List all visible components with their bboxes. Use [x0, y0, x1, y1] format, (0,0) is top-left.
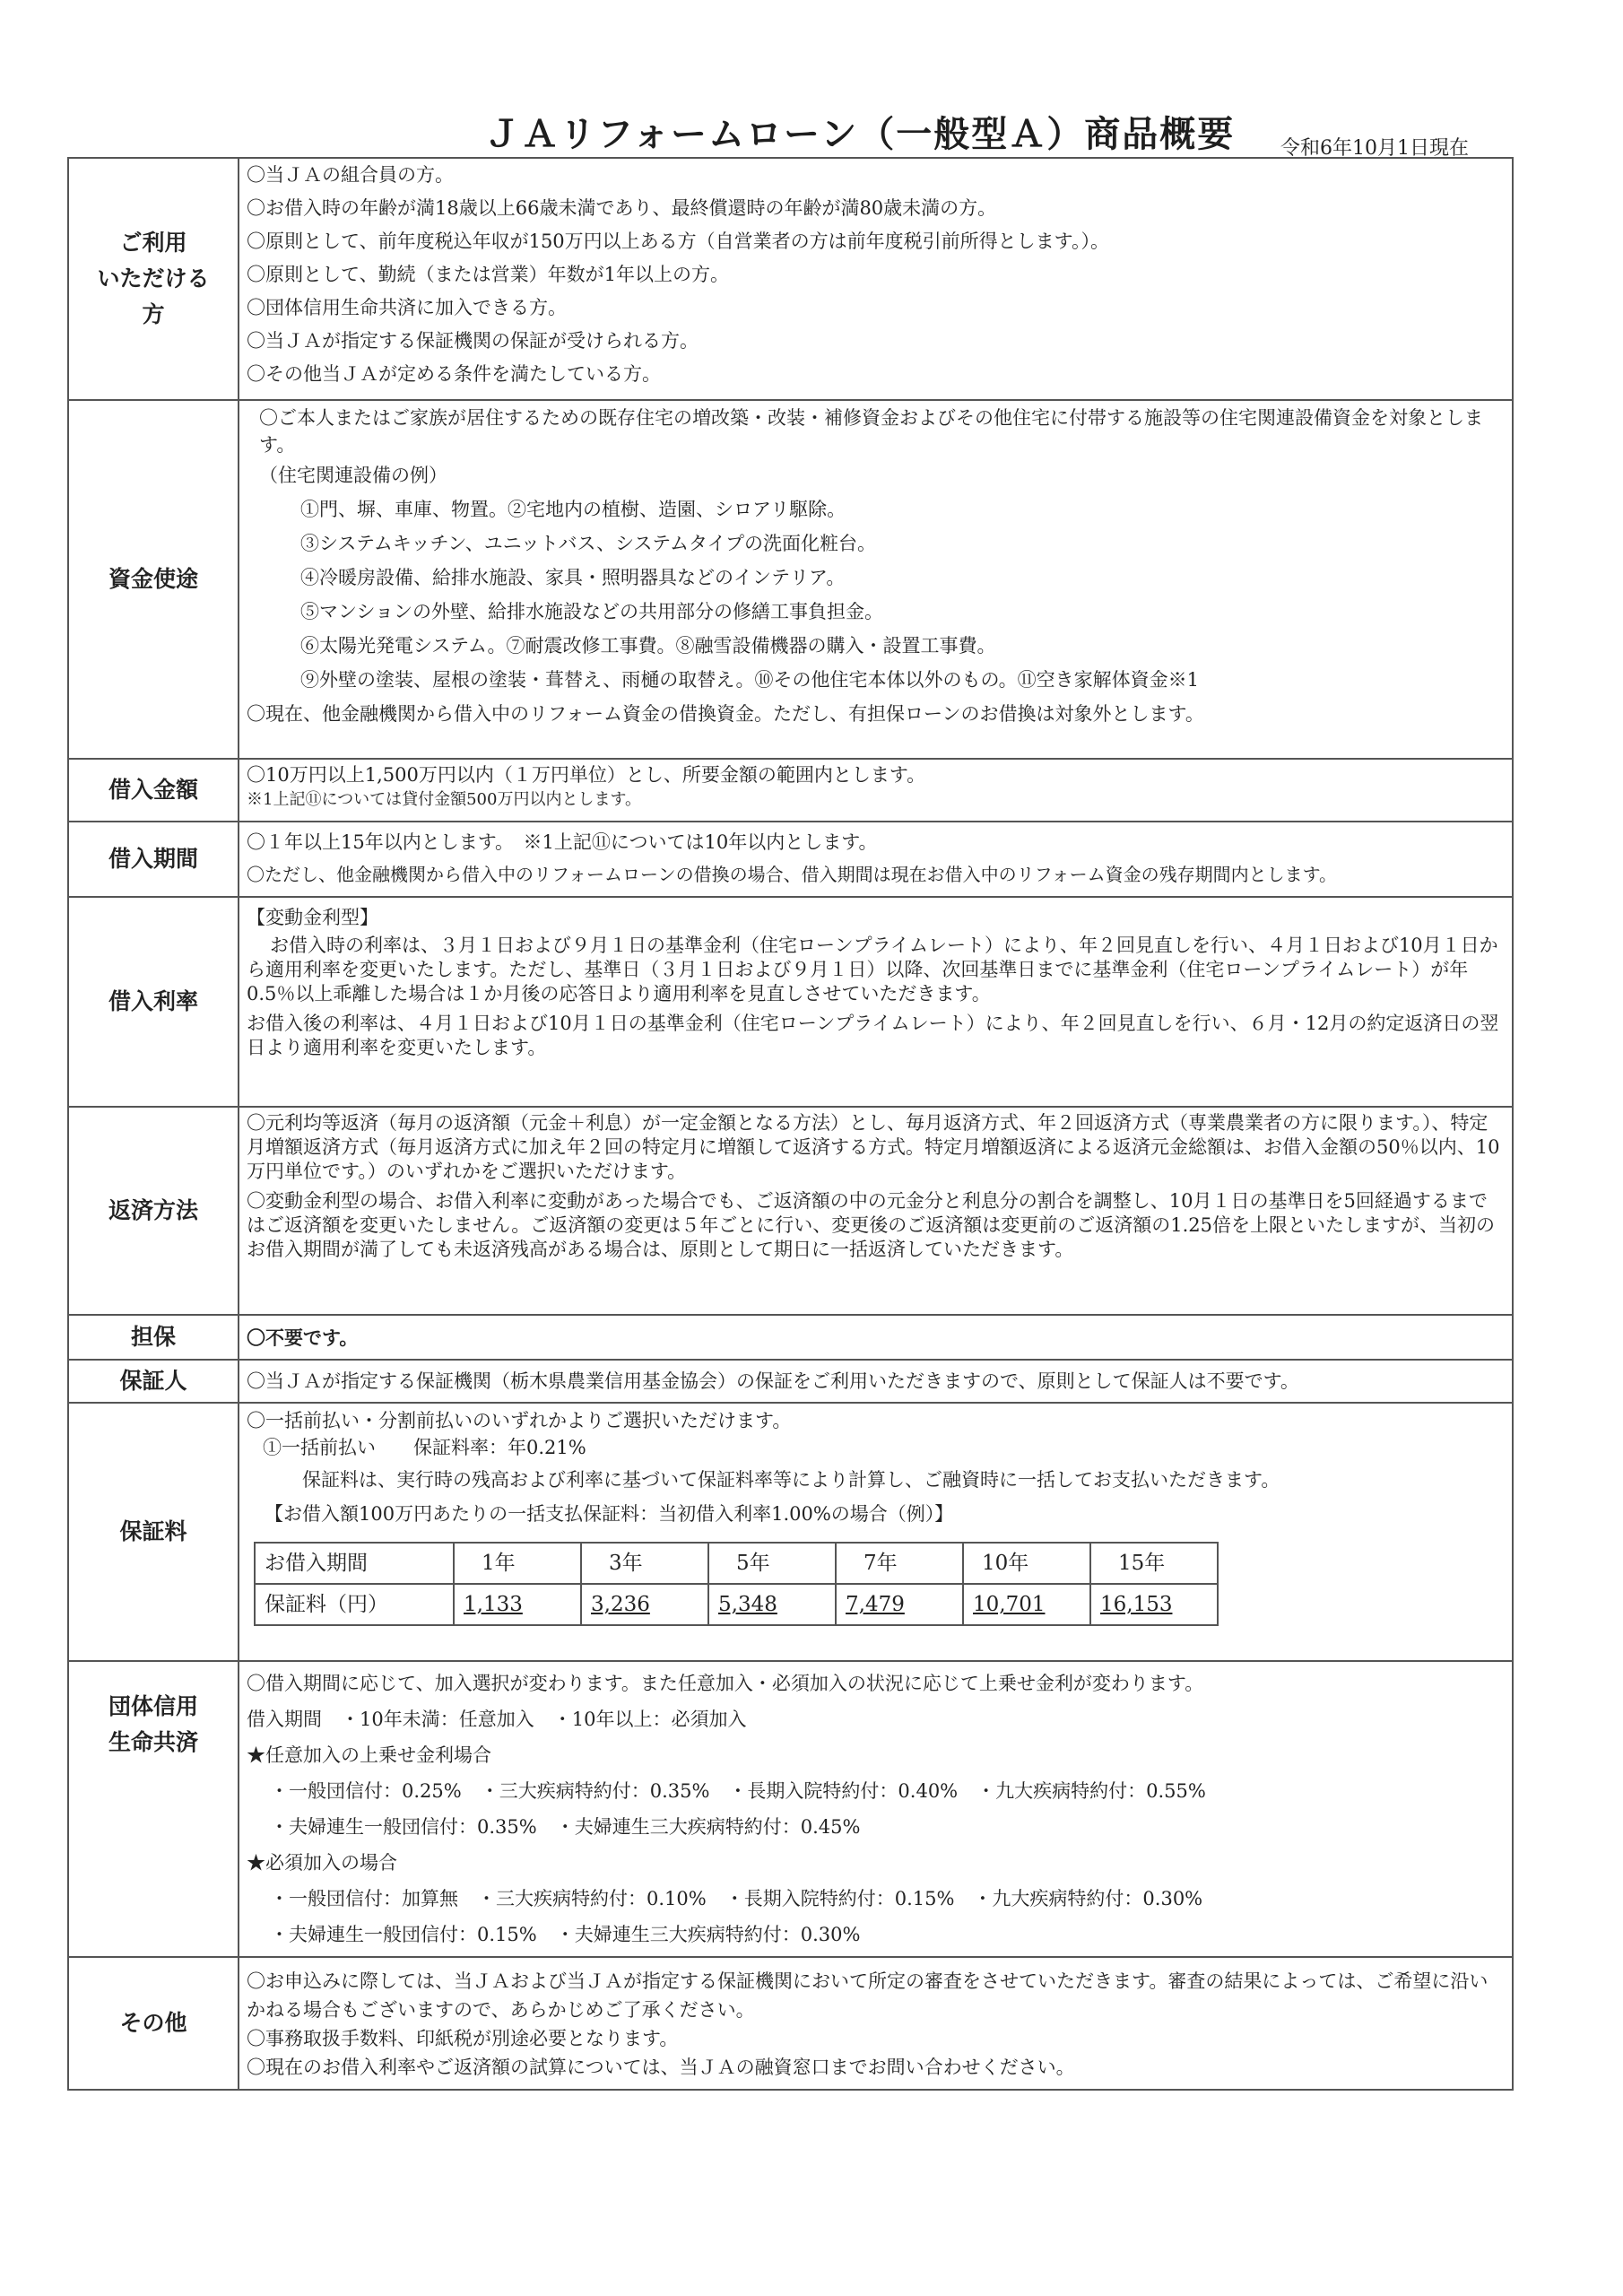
label-use-of-funds: 資金使途 — [68, 400, 239, 759]
fee-table-period-row — [255, 1543, 1218, 1584]
fee-table-period: 1年 — [454, 1543, 581, 1584]
fee-table-fee-header: 保証料（円） — [255, 1584, 454, 1625]
group-insurance-required-rates: ・一般団信付：加算無 ・三大疾病特約付：0.10% ・長期入院特約付：0.15% ・九大疾病特約付：0.30% — [270, 1888, 1203, 1909]
row-group-insurance — [68, 1661, 1513, 1957]
row-repayment — [68, 1107, 1513, 1315]
row-use-of-funds — [68, 400, 1513, 759]
repayment-method: 〇元利均等返済（毎月の返済額（元金＋利息）が一定金額となる方法）とし、毎月返済方式、年２回返済方式（専業農業者の方に限ります。）、特定月増額返済方式（毎月返済方式に加え年２回の特定月に増額して返済する方式。特定月増額返済による返済元金総額は、お借入金額の50％以内、10万円単位です。）のいずれかをご選択いただけます。 — [247, 1112, 1500, 1182]
content-guarantor: 〇当ＪＡが指定する保証機関（栃木県農業信用基金協会）の保証をご利用いただきますので、原則として保証人は不要です。 — [239, 1360, 1513, 1403]
use-of-funds-example: ①門、塀、車庫、物置。②宅地内の植樹、造園、シロアリ駆除。 — [300, 499, 846, 520]
label-eligibility-line-1: ご利用 — [119, 230, 187, 256]
eligibility-line: 〇当ＪＡが指定する保証機関の保証が受けられる方。 — [247, 330, 699, 352]
label-group-insurance — [68, 1661, 239, 1957]
group-insurance-overview: 〇借入期間に応じて、加入選択が変わります。また任意加入・必須加入の状況に応じて上乗せ金利が変わります。 — [247, 1673, 1204, 1694]
label-guarantor: 保証人 — [68, 1360, 239, 1403]
row-collateral — [68, 1315, 1513, 1360]
eligibility-line: 〇原則として、前年度税込年収が150万円以上ある方（自営業者の方は前年度税引前所得とします。）。 — [247, 230, 1109, 252]
row-interest-rate — [68, 897, 1513, 1107]
eligibility-line: 〇お借入時の年齢が満18歳以上66歳未満であり、最終償還時の年齢が満80歳未満の方。 — [247, 197, 997, 219]
row-loan-period — [68, 822, 1513, 897]
content-loan-period — [239, 822, 1513, 897]
eligibility-line: 〇団体信用生命共済に加入できる方。 — [247, 297, 567, 318]
label-guarantee-fee: 保証料 — [68, 1403, 239, 1661]
label-eligibility-line-3: 方 — [142, 301, 165, 327]
repayment-variable-rate: 〇変動金利型の場合、お借入利率に変動があった場合でも、ご返済額の中の元金分と利息分の割合を調整し、10月１日の基準日を5回経過するまではご返済額を変更いたしません。ご返済額の変更は５年ごとに行い、変更後のご返済額は変更前のご返済額の1.25倍を上限といたしますが、当初のお借入期間が満了しても未返済残高がある場合は、原則として期日に一括返済していただきます。 — [247, 1190, 1496, 1260]
row-other — [68, 1957, 1513, 2090]
interest-rate-initial: お借入時の利率は、３月１日および９月１日の基準金利（住宅ローンプライムレート）により、年２回見直しを行い、４月１日および10月１日から適用利率を変更いたします。ただし、基準日（３月１日および９月１日）以降、次回基準日までに基準金利（住宅ローンプライムレート）が年0.5％以上乖離した場合は１か月後の応答日より適用利率を見直しさせていただきます。 — [247, 935, 1498, 1004]
fee-table-fee — [963, 1584, 1090, 1625]
fee-value: 10,701 — [973, 1593, 1046, 1616]
content-loan-amount — [239, 759, 1513, 822]
fee-table-period: 15年 — [1090, 1543, 1218, 1584]
use-of-funds-examples-heading: （住宅関連設備の例） — [259, 465, 447, 486]
label-loan-amount: 借入金額 — [68, 759, 239, 822]
fee-table-fee — [454, 1584, 581, 1625]
guarantee-fee-table — [254, 1542, 1219, 1626]
group-insurance-required-heading: ★必須加入の場合 — [247, 1852, 397, 1874]
fee-table-period: 3年 — [581, 1543, 708, 1584]
row-guarantor — [68, 1360, 1513, 1403]
fee-value: 5,348 — [718, 1593, 777, 1616]
fee-table-fee — [836, 1584, 963, 1625]
loan-amount-text: 〇10万円以上1,500万円以内（１万円単位）とし、所要金額の範囲内とします。 — [247, 764, 926, 786]
eligibility-line: 〇当ＪＡの組合員の方。 — [247, 164, 454, 186]
row-eligibility — [68, 158, 1513, 400]
guarantee-fee-lump-sum-rate: ①一括前払い 保証料率：年0.21% — [263, 1437, 586, 1458]
content-eligibility — [239, 158, 1513, 400]
content-repayment — [239, 1107, 1513, 1315]
content-group-insurance — [239, 1661, 1513, 1957]
fee-table-period: 7年 — [836, 1543, 963, 1584]
guarantee-fee-example-heading: 【お借入額100万円あたりの一括支払保証料：当初借入利率1.00%の場合（例）】 — [265, 1503, 954, 1525]
label-group-insurance-line-2: 生命共済 — [108, 1729, 198, 1755]
use-of-funds-intro: 〇ご本人またはご家族が居住するための既存住宅の増改築・改装・補修資金およびその他住宅に付帯する施設等の住宅関連設備資金を対象とします。 — [259, 407, 1483, 456]
interest-rate-type: 【変動金利型】 — [247, 907, 378, 928]
loan-period-text: 〇１年以上15年以内とします。 ※1上記⑪については10年以内とします。 — [247, 831, 878, 853]
guarantee-fee-options: 〇一括前払い・分割前払いのいずれかよりご選択いただけます。 — [247, 1410, 792, 1431]
label-eligibility-line-2: いただける — [97, 265, 210, 291]
interest-rate-after: お借入後の利率は、４月１日および10月１日の基準金利（住宅ローンプライムレート）により、年２回見直しを行い、６月・12月の約定返済日の翌日より適用利率を変更いたします。 — [247, 1013, 1499, 1058]
label-interest-rate: 借入利率 — [68, 897, 239, 1107]
label-group-insurance-line-1: 団体信用 — [108, 1693, 198, 1719]
fee-table-period: 5年 — [708, 1543, 836, 1584]
fee-table-fee-row — [255, 1584, 1218, 1625]
group-insurance-optional-rates: ・夫婦連生一般団信付：0.35% ・夫婦連生三大疾病特約付：0.45% — [270, 1816, 861, 1838]
guarantee-fee-calculation: 保証料は、実行時の残高および利率に基づいて保証料率等により計算し、ご融資時に一括してお支払いただきます。 — [302, 1469, 1280, 1491]
group-insurance-optional-heading: ★任意加入の上乗せ金利場合 — [247, 1744, 491, 1766]
content-interest-rate — [239, 897, 1513, 1107]
document-title: ＪＡリフォームローン（一般型Ａ）商品概要 — [484, 113, 1236, 155]
label-repayment: 返済方法 — [68, 1107, 239, 1315]
label-other: その他 — [68, 1957, 239, 2090]
other-inquiries: 〇現在のお借入利率やご返済額の試算については、当ＪＡの融資窓口までお問い合わせください。 — [247, 2057, 1075, 2078]
content-collateral: 〇不要です。 — [239, 1315, 1513, 1360]
use-of-funds-refinance: 〇現在、他金融機関から借入中のリフォーム資金の借換資金。ただし、有担保ローンのお借換は対象外とします。 — [247, 703, 1204, 725]
group-insurance-optional-rates: ・一般団信付：0.25% ・三大疾病特約付：0.35% ・長期入院特約付：0.40% ・九大疾病特約付：0.55% — [270, 1780, 1206, 1802]
row-loan-amount — [68, 759, 1513, 822]
content-other — [239, 1957, 1513, 2090]
label-collateral: 担保 — [68, 1315, 239, 1360]
other-fees: 〇事務取扱手数料、印紙税が別途必要となります。 — [247, 2028, 679, 2049]
fee-value: 7,479 — [846, 1593, 905, 1616]
other-screening: 〇お申込みに際しては、当ＪＡおよび当ＪＡが指定する保証機関において所定の審査をさせていただきます。審査の結果によっては、ご希望に沿いかねる場合もございますので、あらかじめご了承ください。 — [247, 1970, 1488, 2021]
fee-value: 1,133 — [464, 1593, 523, 1616]
fee-value: 16,153 — [1100, 1593, 1173, 1616]
group-insurance-required-rates: ・夫婦連生一般団信付：0.15% ・夫婦連生三大疾病特約付：0.30% — [270, 1924, 861, 1945]
use-of-funds-example: ⑥太陽光発電システム。⑦耐震改修工事費。⑧融雪設備機器の購入・設置工事費。 — [300, 635, 996, 657]
fee-table-period-header: お借入期間 — [255, 1543, 454, 1584]
eligibility-line: 〇原則として、勤続（または営業）年数が1年以上の方。 — [247, 264, 729, 285]
label-loan-period: 借入期間 — [68, 822, 239, 897]
as-of-date: 令和6年10月1日現在 — [1280, 137, 1469, 160]
group-insurance-period-rule: 借入期間 ・10年未満：任意加入 ・10年以上：必須加入 — [247, 1709, 747, 1730]
product-overview-table — [67, 157, 1514, 2091]
fee-value: 3,236 — [591, 1593, 650, 1616]
loan-period-refinance: 〇ただし、他金融機関から借入中のリフォームローンの借換の場合、借入期間は現在お借入中のリフォーム資金の残存期間内とします。 — [247, 864, 1337, 885]
use-of-funds-example: ③システムキッチン、ユニットバス、システムタイプの洗面化粧台。 — [300, 533, 876, 554]
row-guarantee-fee — [68, 1403, 1513, 1661]
fee-table-fee — [1090, 1584, 1218, 1625]
fee-table-fee — [581, 1584, 708, 1625]
content-use-of-funds — [239, 400, 1513, 759]
content-guarantee-fee — [239, 1403, 1513, 1661]
use-of-funds-example: ⑨外壁の塗装、屋根の塗装・葺替え、雨樋の取替え。⑩その他住宅本体以外のもの。⑪空き家解体資金※1 — [300, 669, 1200, 691]
fee-table-period: 10年 — [963, 1543, 1090, 1584]
loan-amount-note: ※1上記⑪については貸付金額500万円以内とします。 — [247, 790, 642, 809]
use-of-funds-example: ④冷暖房設備、給排水施設、家具・照明器具などのインテリア。 — [300, 567, 846, 588]
label-eligibility — [68, 158, 239, 400]
fee-table-fee — [708, 1584, 836, 1625]
eligibility-line: 〇その他当ＪＡが定める条件を満たしている方。 — [247, 363, 661, 385]
use-of-funds-example: ⑤マンションの外壁、給排水施設などの共用部分の修繕工事負担金。 — [300, 601, 884, 622]
